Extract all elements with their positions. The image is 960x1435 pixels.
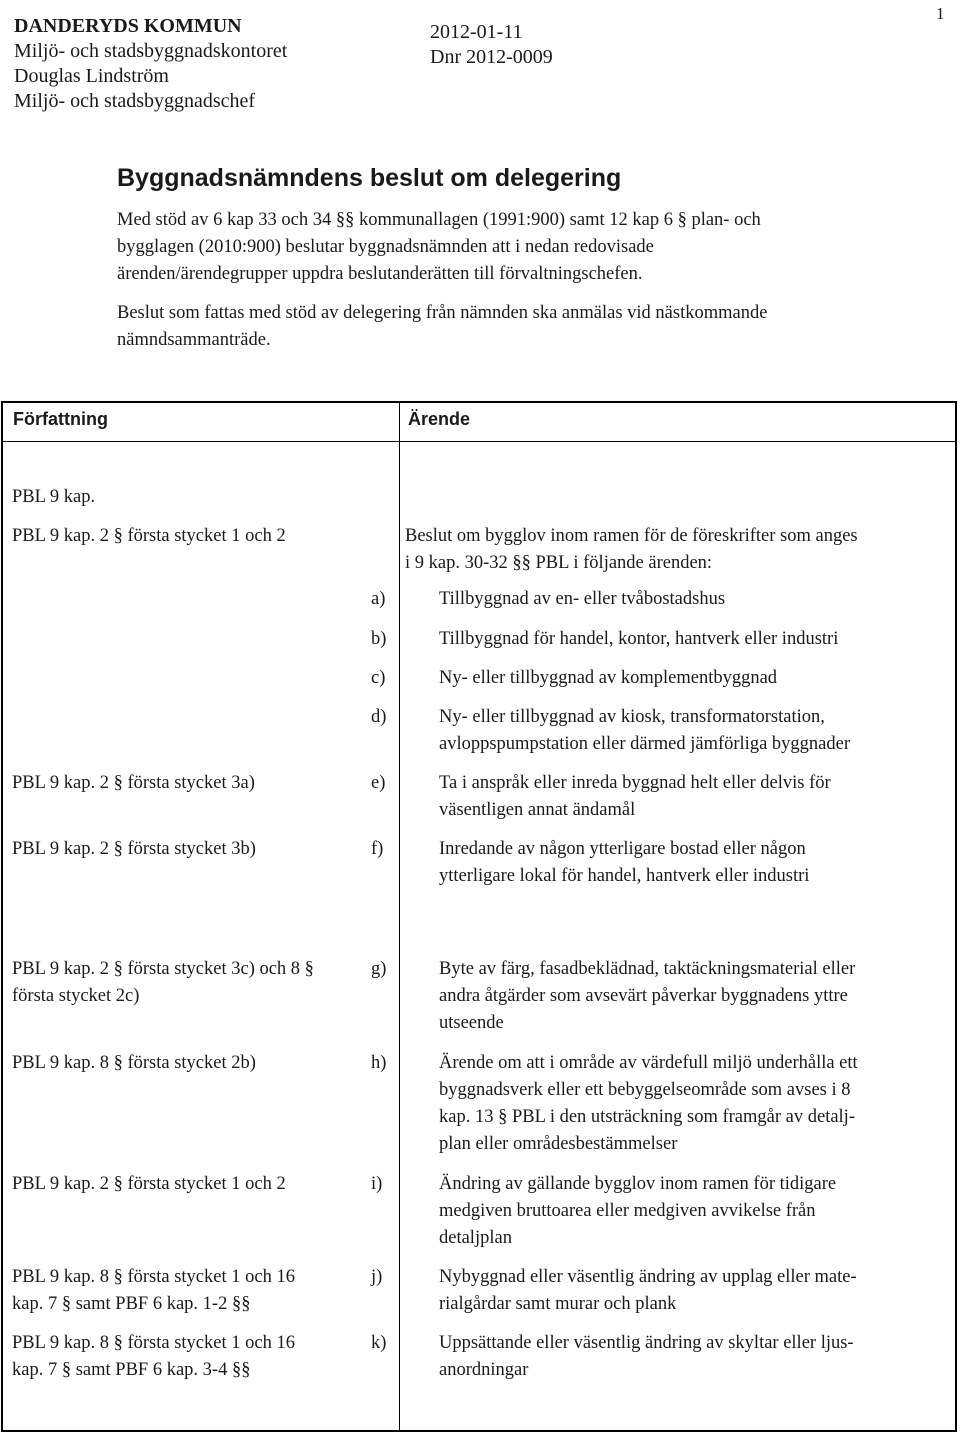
item-c xyxy=(371,665,778,692)
item-j xyxy=(371,1264,857,1318)
item-k xyxy=(371,1330,854,1384)
item-text: Ändring av gällande bygglov inom ramen för tidigare xyxy=(439,1174,837,1194)
item-text: väsentligen annat ändamål xyxy=(439,800,636,820)
note-line: Beslut som fattas med stöd av delegering från nämnden ska anmälas vid nästkommande xyxy=(117,303,768,323)
item-text: Uppsättande eller väsentlig ändring av skyltar eller ljus- xyxy=(439,1333,854,1353)
page-number: 1 xyxy=(936,4,945,23)
item-text: rialgårdar samt murar och plank xyxy=(439,1294,677,1314)
item-text: Tillbyggnad för handel, kontor, hantverk eller industri xyxy=(439,629,839,649)
item-label: k) xyxy=(371,1333,387,1353)
arende-intro-line: Beslut om bygglov inom ramen för de föreskrifter som anges xyxy=(405,526,858,546)
item-text: andra åtgärder som avsevärt påverkar byggnadens yttre xyxy=(439,986,848,1006)
item-label: b) xyxy=(371,629,387,649)
column-divider xyxy=(399,403,400,1430)
intro-line: ärenden/ärendegrupper uppdra beslutanderätten till förvaltningschefen. xyxy=(117,264,643,284)
item-e xyxy=(371,770,831,824)
arende-intro xyxy=(405,523,858,577)
item-b xyxy=(371,626,839,653)
item-text: Inredande av någon ytterligare bostad eller någon xyxy=(439,839,806,859)
ref-line: PBL 9 kap. 8 § första stycket 1 och 16 xyxy=(12,1333,295,1353)
item-label: i) xyxy=(371,1174,383,1194)
column-header-arende: Ärende xyxy=(408,409,471,429)
item-label: f) xyxy=(371,839,384,859)
section-heading: PBL 9 kap. xyxy=(12,487,96,507)
item-label: j) xyxy=(371,1267,383,1287)
ref-h: PBL 9 kap. 8 § första stycket 2b) xyxy=(12,1053,256,1073)
item-text: Ta i anspråk eller inreda byggnad helt eller delvis för xyxy=(439,773,831,793)
document-dnr: Dnr 2012-0009 xyxy=(430,46,553,68)
item-a xyxy=(371,586,726,613)
ref-line: första stycket 2c) xyxy=(12,986,140,1006)
item-text: plan eller områdesbestämmelser xyxy=(439,1134,678,1154)
item-text: utseende xyxy=(439,1013,504,1033)
ref-g xyxy=(12,956,314,1010)
ref-line: kap. 7 § samt PBF 6 kap. 3-4 §§ xyxy=(12,1360,251,1380)
ref-f: PBL 9 kap. 2 § första stycket 3b) xyxy=(12,839,256,859)
item-label: a) xyxy=(371,589,386,609)
author-name: Douglas Lindström xyxy=(14,65,169,87)
ref-line: PBL 9 kap. 2 § första stycket 3c) och 8 § xyxy=(12,959,314,979)
item-text: Byte av färg, fasadbeklädnad, taktäckningsmaterial eller xyxy=(439,959,856,979)
item-text: Ny- eller tillbyggnad av kiosk, transformatorstation, xyxy=(439,707,825,727)
ref-line: PBL 9 kap. 8 § första stycket 1 och 16 xyxy=(12,1267,295,1287)
item-label: e) xyxy=(371,773,386,793)
item-g xyxy=(371,956,856,1037)
item-text: Ny- eller tillbyggnad av komplementbyggnad xyxy=(439,668,778,688)
item-text: avloppspumpstation eller därmed jämförliga byggnader xyxy=(439,734,850,754)
note-line: nämndsammanträde. xyxy=(117,330,271,350)
item-text: ytterligare lokal för handel, hantverk eller industri xyxy=(439,866,810,886)
item-text: anordningar xyxy=(439,1360,529,1380)
org-header xyxy=(14,14,287,114)
author-role: Miljö- och stadsbyggnadschef xyxy=(14,90,256,112)
item-text: kap. 13 § PBL i den utsträckning som framgår av detalj- xyxy=(439,1107,855,1127)
intro-line: bygglagen (2010:900) beslutar byggnadsnämnden att i nedan redovisade xyxy=(117,237,654,257)
item-text: medgiven bruttoarea eller medgiven avvikelse från xyxy=(439,1201,816,1221)
item-label: h) xyxy=(371,1053,387,1073)
item-text: Tillbyggnad av en- eller tvåbostadshus xyxy=(439,589,726,609)
ref-line: kap. 7 § samt PBF 6 kap. 1-2 §§ xyxy=(12,1294,251,1314)
item-h xyxy=(371,1050,858,1158)
page-title: Byggnadsnämndens beslut om delegering xyxy=(117,164,622,192)
document-meta xyxy=(430,20,553,70)
ref-e: PBL 9 kap. 2 § första stycket 3a) xyxy=(12,773,255,793)
item-text: Ärende om att i område av värdefull miljö underhålla ett xyxy=(439,1053,858,1073)
ref-i: PBL 9 kap. 2 § första stycket 1 och 2 xyxy=(12,1174,286,1194)
column-header-forfattning: Författning xyxy=(13,409,108,429)
item-text: detaljplan xyxy=(439,1228,512,1248)
item-i xyxy=(371,1171,837,1252)
item-d xyxy=(371,704,850,758)
ref-k xyxy=(12,1330,295,1384)
ref-1: PBL 9 kap. 2 § första stycket 1 och 2 xyxy=(12,526,286,546)
item-text: Nybyggnad eller väsentlig ändring av upplag eller mate- xyxy=(439,1267,857,1287)
item-f xyxy=(371,836,810,890)
item-label: c) xyxy=(371,668,386,688)
item-label: d) xyxy=(371,707,387,727)
ref-j xyxy=(12,1264,295,1318)
item-text: byggnadsverk eller ett bebyggelseområde som avses i 8 xyxy=(439,1080,851,1100)
note-paragraph xyxy=(117,300,767,354)
org-name: DANDERYDS KOMMUN xyxy=(14,15,242,37)
item-label: g) xyxy=(371,959,387,979)
document-date: 2012-01-11 xyxy=(430,21,523,43)
department: Miljö- och stadsbyggnadskontoret xyxy=(14,40,288,62)
arende-intro-line: i 9 kap. 30-32 §§ PBL i följande ärenden: xyxy=(405,553,713,573)
intro-line: Med stöd av 6 kap 33 och 34 §§ kommunallagen (1991:900) samt 12 kap 6 § plan- och xyxy=(117,210,761,230)
header-divider xyxy=(3,441,955,442)
intro-paragraph xyxy=(117,207,761,288)
